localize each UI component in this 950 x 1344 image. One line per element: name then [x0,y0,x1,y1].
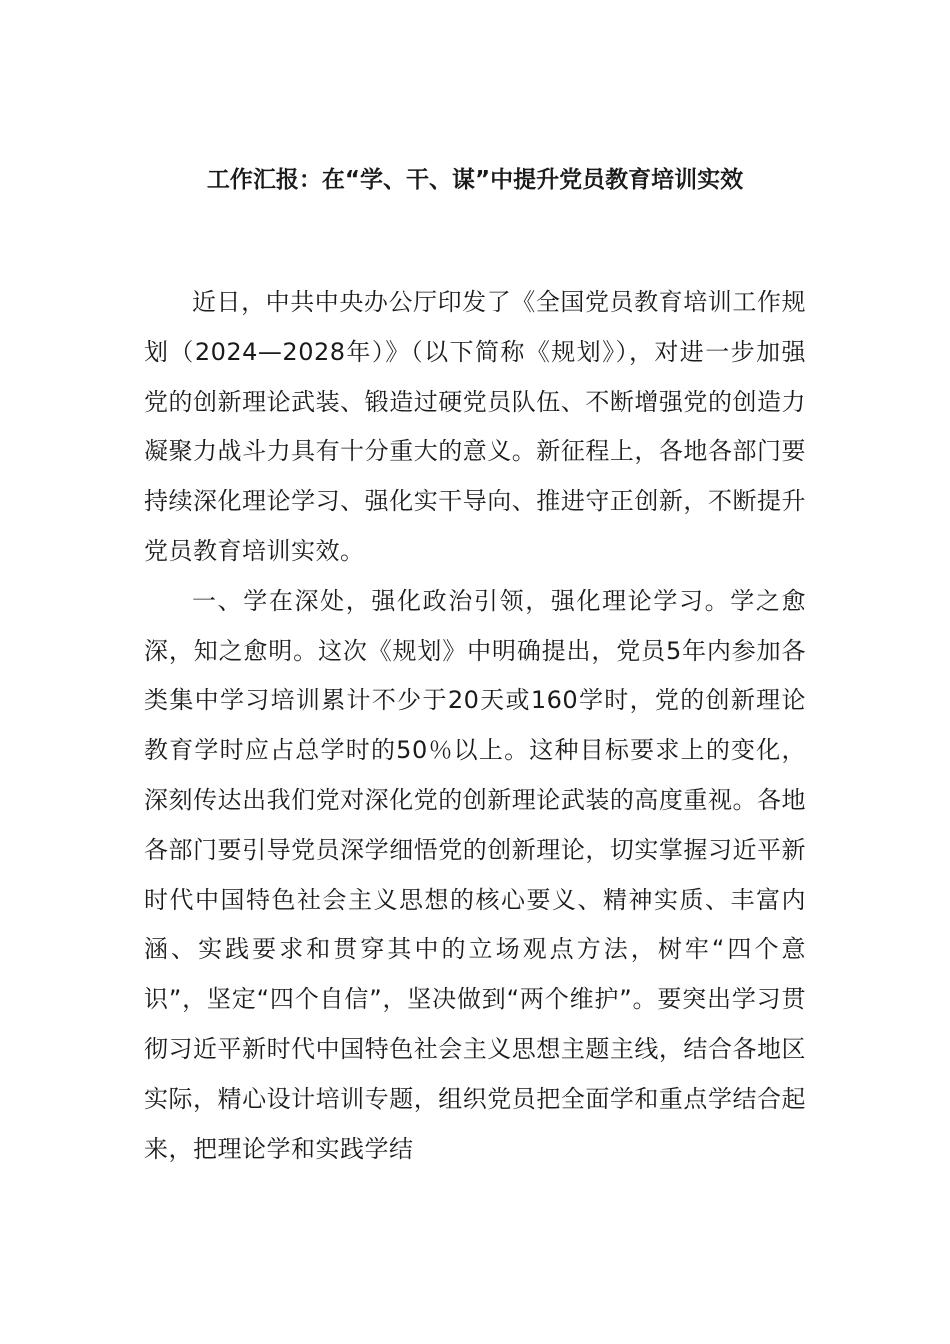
paragraph-section-one: 一、学在深处，强化政治引领，强化理论学习。学之愈深，知之愈明。这次《规划》中明确提出，党员5年内参加各类集中学习培训累计不少于20天或160学时，党的创新理论教育学时应占总学时的50％以上。这种目标要求上的变化，深刻传达出我们党对深化党的创新理论武装的高度重视。各地各部门要引导党员深学细悟党的创新理论，切实掌握习近平新时代中国特色社会主义思想的核心要义、精神实质、丰富内涵、实践要求和贯穿其中的立场观点方法，树牢“四个意识”，坚定“四个自信”，坚决做到“两个维护”。要突出学习贯彻习近平新时代中国特色社会主义思想主题主线，结合各地区实际，精心设计培训专题，组织党员把全面学和重点学结合起来，把理论学和实践学结 [144,586,806,1163]
paragraph-intro: 近日，中共中央办公厅印发了《全国党员教育培训工作规划（2024—2028年）》（以下简称《规划》），对进一步加强党的创新理论武装、锻造过硬党员队伍、不断增强党的创造力凝聚力战斗力具有十分重大的意义。新征程上，各地各部门要持续深化理论学习、强化实干导向、推进守正创新，不断提升党员教育培训实效。 [144,288,806,565]
document-title: 工作汇报：在“学、干、谋”中提升党员教育培训实效 [206,167,744,193]
document-body [144,278,806,1174]
